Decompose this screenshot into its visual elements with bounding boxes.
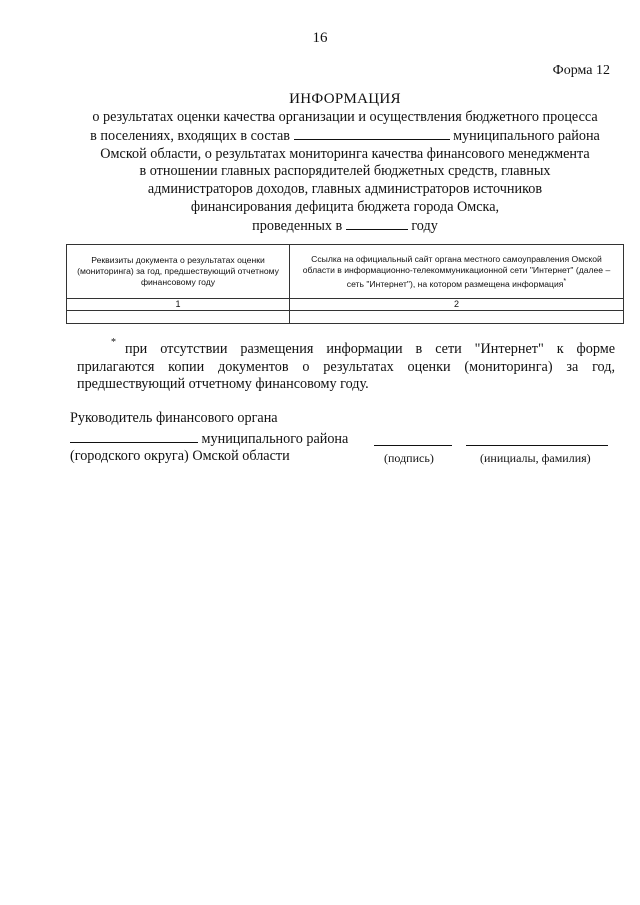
column-number: 2 — [290, 299, 624, 311]
footnote-text: при отсутствии размещения информации в сети "Интернет" к форме прилагаются копии документов о результатах оценки (мониторинга) за год, предшествующий отчетному финансовому году. — [77, 341, 615, 392]
signature-caption: (подпись) — [384, 451, 434, 465]
district-blank — [294, 126, 450, 140]
column-number: 1 — [67, 299, 290, 311]
title-line: в отношении главных распорядителей бюджетных средств, главных — [139, 163, 551, 180]
table-number-row — [67, 299, 624, 311]
footnote-star: * — [111, 337, 116, 348]
title-line: Омской области, о результатах мониторинга качества финансового менеджмента — [100, 145, 590, 162]
table-row — [67, 311, 624, 324]
title-line — [60, 126, 630, 146]
page-number: 16 — [312, 30, 328, 46]
name-caption: (инициалы, фамилия) — [480, 451, 591, 465]
signature-text: муниципального района — [201, 431, 349, 447]
signature-underline — [374, 445, 452, 446]
title-heading: ИНФОРМАЦИЯ — [289, 91, 401, 107]
signature-subtitle: (городского округа) Омской области — [70, 448, 290, 464]
signature-title: Руководитель финансового органа — [70, 410, 278, 426]
table-header-cell: Реквизиты документа о результатах оценки (мониторинга) за год, предшествующий отчетному финансовому году — [67, 245, 290, 299]
title-text: проведенных в — [252, 218, 343, 235]
table-header-cell — [290, 245, 624, 299]
document-title — [60, 91, 630, 236]
title-line — [60, 216, 630, 236]
signature-line — [70, 429, 348, 448]
title-line: о результатах оценки качества организации и осуществления бюджетного процесса — [92, 108, 598, 125]
header-text: Ссылка на официальный сайт органа местного самоуправления Омской области в информационно-телекоммуникационной сети "Интернет" (далее – сеть "Интернет"), на котором размещена информация — [302, 253, 611, 289]
footnote-mark: * — [563, 276, 567, 285]
footnote — [77, 337, 615, 394]
form-label: Форма 12 — [552, 63, 610, 78]
title-line: администраторов доходов, главных администраторов источников — [147, 180, 543, 197]
title-text: муниципального района — [453, 128, 600, 145]
district-name-blank — [70, 429, 198, 443]
table-header-row — [67, 245, 624, 299]
name-underline — [466, 445, 608, 446]
title-line: финансирования дефицита бюджета города Омска, — [190, 198, 500, 215]
year-blank — [346, 216, 408, 230]
table-cell — [67, 311, 290, 324]
title-text: в поселениях, входящих в состав — [90, 128, 290, 145]
info-table — [66, 244, 624, 324]
table-cell — [290, 311, 624, 324]
title-text: году — [411, 218, 438, 235]
